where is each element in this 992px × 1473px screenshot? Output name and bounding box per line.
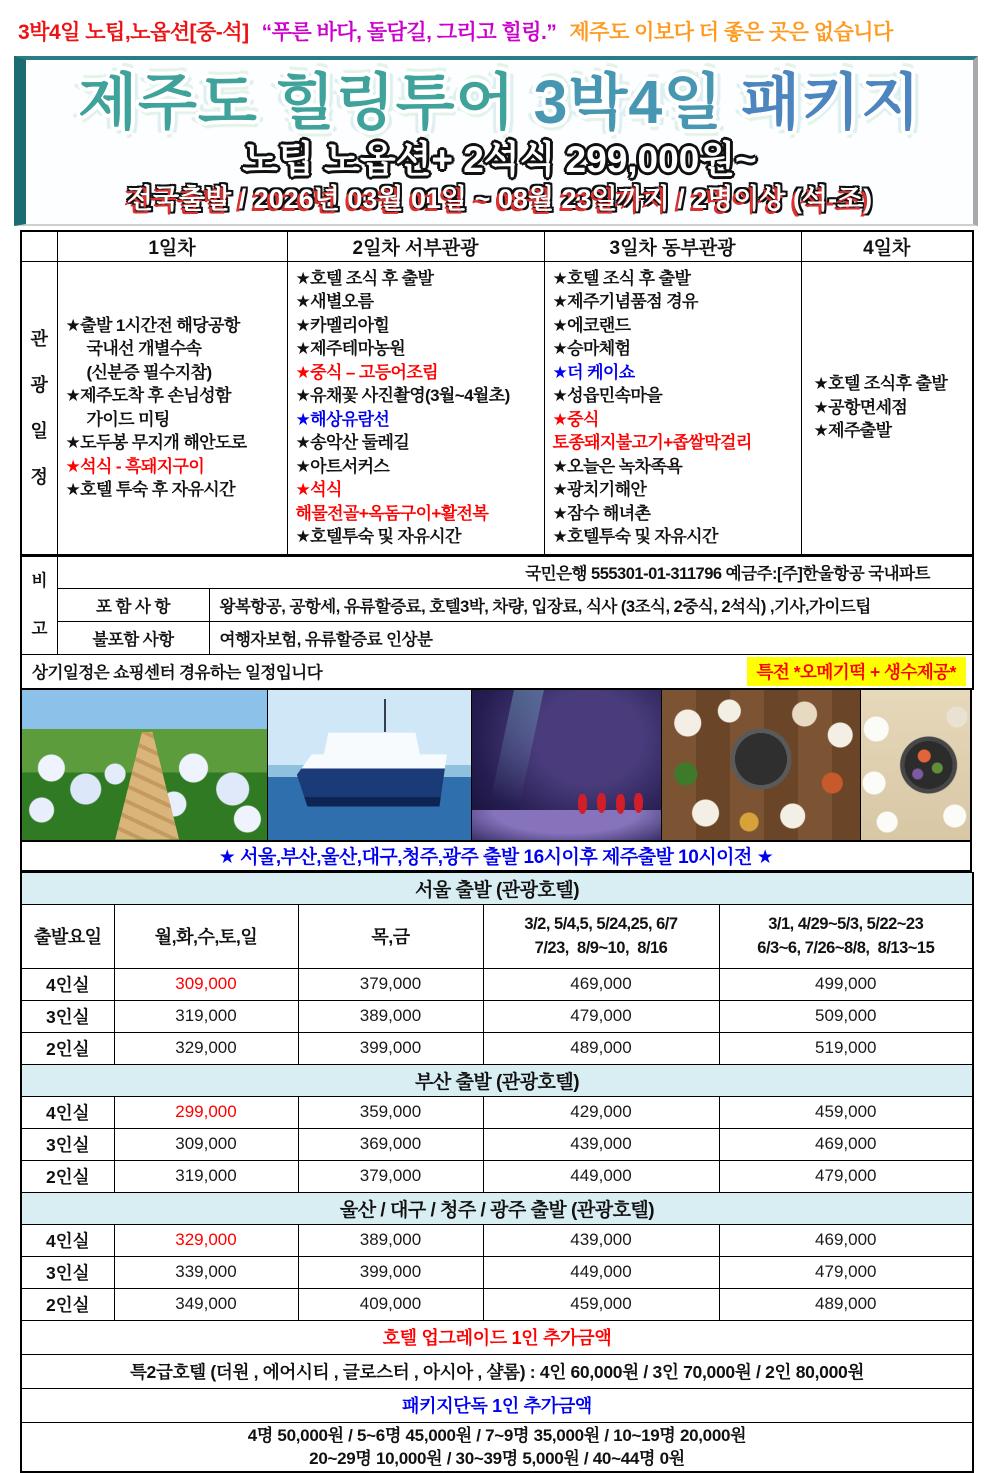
day4-header: 4일차 bbox=[801, 231, 973, 261]
price-cell: 479,000 bbox=[719, 1160, 973, 1192]
price-row bbox=[21, 1000, 973, 1032]
price-cell: 469,000 bbox=[719, 1224, 973, 1256]
column-header: 출발요일 bbox=[21, 904, 114, 968]
page-title-part1: 제주도 힐링투어 bbox=[78, 68, 515, 136]
include-text: 왕복항공, 공항세, 유류할증료, 호텔3박, 차량, 입장료, 식사 (3조식, 2중식, 2석식) ,기사,가이드팁 bbox=[209, 589, 973, 622]
itinerary-item: ★호텔 조식 후 출발 bbox=[553, 267, 797, 291]
itinerary-item: ★유채꽃 사진촬영(3월~4월초) bbox=[296, 384, 540, 408]
page-title-part2: 3박4일 bbox=[516, 68, 724, 136]
itinerary-item: ★호텔 조식 후 출발 bbox=[296, 267, 540, 291]
itinerary-item: ★잠수 해녀촌 bbox=[553, 502, 797, 526]
section-header: 서울 출발 (관광호텔) bbox=[21, 872, 973, 904]
include-label: 포 함 사 항 bbox=[57, 589, 209, 622]
bbq-table-photo bbox=[662, 690, 861, 840]
room-label: 3인실 bbox=[21, 1256, 114, 1288]
dancer-graphic bbox=[616, 794, 625, 814]
day1-cell bbox=[57, 261, 287, 555]
top-right-text: 제주도 이보다 더 좋은 곳은 없습니다 bbox=[569, 16, 892, 46]
price-cell: 519,000 bbox=[719, 1032, 973, 1064]
itinerary-header-row bbox=[21, 231, 973, 261]
itinerary-item: ★더 케이쇼 bbox=[553, 361, 797, 385]
hotel-upgrade-title: 호텔 업그레이드 1인 추가금액 bbox=[21, 1320, 973, 1354]
price-table bbox=[20, 872, 974, 1473]
itinerary-item: 토종돼지불고기+좁쌀막걸리 bbox=[553, 431, 797, 455]
remarks-row-label: 비 고 bbox=[21, 556, 57, 654]
price-cell: 439,000 bbox=[483, 1128, 719, 1160]
itinerary-item: ★호텔 투숙 후 자유시간 bbox=[66, 478, 283, 502]
price-cell: 319,000 bbox=[114, 1000, 298, 1032]
day2-header: 2일차 서부관광 bbox=[287, 231, 544, 261]
itinerary-item: ★카멜리아힐 bbox=[296, 314, 540, 338]
include-row bbox=[21, 589, 973, 622]
itinerary-item: ★호텔투숙 및 자유시간 bbox=[296, 525, 540, 549]
itinerary-body-row bbox=[21, 261, 973, 555]
column-header: 월,화,수,토,일 bbox=[114, 904, 298, 968]
bank-row bbox=[21, 556, 973, 589]
price-cell: 379,000 bbox=[298, 1160, 483, 1192]
price-cell: 389,000 bbox=[298, 1224, 483, 1256]
price-cell: 369,000 bbox=[298, 1128, 483, 1160]
itinerary-item: ★호텔 조식후 출발 bbox=[814, 372, 969, 396]
top-left-text: 3박4일 노팁,노옵션[중-석] bbox=[18, 16, 249, 46]
price-cell: 489,000 bbox=[483, 1032, 719, 1064]
price-row bbox=[21, 1256, 973, 1288]
itinerary-item: ★중식 bbox=[553, 408, 797, 432]
column-header: 목,금 bbox=[298, 904, 483, 968]
top-quote-text: “푸른 바다, 돌담길, 그리고 힐링.” bbox=[262, 16, 557, 46]
price-row bbox=[21, 1160, 973, 1192]
price-cell: 399,000 bbox=[298, 1256, 483, 1288]
itinerary-item: ★아트서커스 bbox=[296, 455, 540, 479]
page-title-part3: 패키지 bbox=[723, 68, 921, 136]
price-cell: 309,000 bbox=[114, 968, 298, 1000]
itinerary-item: ★광치기해안 bbox=[553, 478, 797, 502]
itinerary-item: 국내선 개별수속 bbox=[66, 337, 283, 361]
itinerary-item: ★출발 1시간전 해당공항 bbox=[66, 314, 283, 338]
page-title bbox=[26, 66, 973, 138]
day1-header: 1일차 bbox=[57, 231, 287, 261]
itinerary-item: ★석식 - 흑돼지구이 bbox=[66, 455, 283, 479]
bank-account-text: 국민은행 555301-01-311796 예금주:[주]한울항공 국내파트 bbox=[57, 556, 973, 589]
special-gift-badge: 특전 *오메기떡 + 생수제공* bbox=[747, 657, 966, 686]
hotel-upgrade-detail: 특2급호텔 (더원 , 에어시티 , 글로스터 , 아시아 , 샬롬) : 4인 60,000원 / 3인 70,000원 / 2인 80,000원 bbox=[21, 1354, 973, 1388]
day2-cell bbox=[287, 261, 544, 555]
price-cell: 469,000 bbox=[483, 968, 719, 1000]
exclude-label: 불포함 사항 bbox=[57, 621, 209, 654]
price-row bbox=[21, 968, 973, 1000]
price-cell: 329,000 bbox=[114, 1224, 298, 1256]
photo-strip bbox=[20, 690, 972, 842]
column-header: 3/2, 5/4,5, 5/24,25, 6/7 7/23, 8/9~10, 8/16 bbox=[483, 904, 719, 968]
itinerary-item: ★새별오름 bbox=[296, 290, 540, 314]
itinerary-item: ★에코랜드 bbox=[553, 314, 797, 338]
stage-light-graphic bbox=[490, 690, 544, 803]
room-label: 3인실 bbox=[21, 1000, 114, 1032]
price-cell: 479,000 bbox=[719, 1256, 973, 1288]
price-cell: 399,000 bbox=[298, 1032, 483, 1064]
room-label: 2인실 bbox=[21, 1288, 114, 1320]
price-row bbox=[21, 1288, 973, 1320]
package-solo-detail: 4명 50,000원 / 5~6명 45,000원 / 7~9명 35,000원 / 10~19명 20,000원 20~29명 10,000원 / 30~39명 5,000원 / 40~44명 0원 bbox=[21, 1422, 973, 1472]
top-catch-line bbox=[0, 0, 992, 56]
itinerary-item: 해물전골+옥돔구이+활전복 bbox=[296, 502, 540, 526]
hydrangea-path-photo bbox=[22, 690, 268, 840]
itinerary-item: ★제주출발 bbox=[814, 419, 969, 443]
itinerary-item: ★승마체험 bbox=[553, 337, 797, 361]
price-cell: 449,000 bbox=[483, 1256, 719, 1288]
dancer-graphic bbox=[578, 794, 587, 814]
itinerary-item: ★공항면세점 bbox=[814, 396, 969, 420]
room-label: 3인실 bbox=[21, 1128, 114, 1160]
column-header: 3/1, 4/29~5/3, 5/22~23 6/3~6, 7/26~8/8, 8/13~15 bbox=[719, 904, 973, 968]
day3-header: 3일차 동부관광 bbox=[544, 231, 801, 261]
itinerary-item: ★제주기념품점 경유 bbox=[553, 290, 797, 314]
price-cell: 379,000 bbox=[298, 968, 483, 1000]
price-cell: 359,000 bbox=[298, 1096, 483, 1128]
price-cell: 449,000 bbox=[483, 1160, 719, 1192]
itinerary-row-label: 관 광 일 정 bbox=[21, 261, 57, 555]
itinerary-item: ★해상유람선 bbox=[296, 408, 540, 432]
price-cell: 499,000 bbox=[719, 968, 973, 1000]
itinerary-item: ★도두봉 무지개 해안도로 bbox=[66, 431, 283, 455]
price-cell: 409,000 bbox=[298, 1288, 483, 1320]
ship-mast-graphic bbox=[384, 699, 386, 732]
section-header: 울산 / 대구 / 청주 / 광주 출발 (관광호텔) bbox=[21, 1192, 973, 1224]
price-cell: 479,000 bbox=[483, 1000, 719, 1032]
price-cell: 319,000 bbox=[114, 1160, 298, 1192]
price-cell: 489,000 bbox=[719, 1288, 973, 1320]
exclude-row bbox=[21, 621, 973, 654]
ship-graphic bbox=[297, 723, 447, 807]
ferry-ship-photo bbox=[268, 690, 472, 840]
remarks-table bbox=[20, 556, 974, 690]
itinerary-corner-cell bbox=[21, 231, 57, 261]
note-row bbox=[21, 654, 973, 689]
seafood-table-photo bbox=[861, 690, 970, 840]
price-cell: 429,000 bbox=[483, 1096, 719, 1128]
room-label: 4인실 bbox=[21, 1096, 114, 1128]
itinerary-item: ★오늘은 녹차족욕 bbox=[553, 455, 797, 479]
room-label: 4인실 bbox=[21, 1224, 114, 1256]
price-row bbox=[21, 1032, 973, 1064]
room-label: 2인실 bbox=[21, 1160, 114, 1192]
price-cell: 439,000 bbox=[483, 1224, 719, 1256]
itinerary-item: ★제주도착 후 손님성함 bbox=[66, 384, 283, 408]
price-cell: 339,000 bbox=[114, 1256, 298, 1288]
dancer-graphic bbox=[597, 793, 606, 813]
room-label: 4인실 bbox=[21, 968, 114, 1000]
price-cell: 459,000 bbox=[483, 1288, 719, 1320]
stage-floor-graphic bbox=[472, 810, 661, 840]
price-cell: 349,000 bbox=[114, 1288, 298, 1320]
itinerary-item: ★중식 – 고등어조림 bbox=[296, 361, 540, 385]
price-row bbox=[21, 1096, 973, 1128]
price-row bbox=[21, 1224, 973, 1256]
itinerary-item: ★호텔투숙 및 자유시간 bbox=[553, 525, 797, 549]
hero-subtitle: 노팁 노옵션+ 2석식 299,000원~ bbox=[26, 138, 973, 182]
price-cell: 509,000 bbox=[719, 1000, 973, 1032]
section-header: 부산 출발 (관광호텔) bbox=[21, 1064, 973, 1096]
room-label: 2인실 bbox=[21, 1032, 114, 1064]
price-cell: 299,000 bbox=[114, 1096, 298, 1128]
stage-show-photo bbox=[472, 690, 662, 840]
itinerary-item: ★성읍민속마을 bbox=[553, 384, 797, 408]
day4-cell bbox=[801, 261, 973, 555]
itinerary-item: ★송악산 둘레길 bbox=[296, 431, 540, 455]
price-cell: 389,000 bbox=[298, 1000, 483, 1032]
itinerary-table bbox=[20, 230, 974, 556]
itinerary-item: (신분증 필수지참) bbox=[66, 361, 283, 385]
hero-schedule: 전국출발 / 2026년 03월 01일 ~ 08월 23일까지 / 2명이상 (석-조) bbox=[26, 182, 973, 216]
stone-path-graphic bbox=[115, 732, 179, 840]
itinerary-item: ★제주테마농원 bbox=[296, 337, 540, 361]
price-cell: 329,000 bbox=[114, 1032, 298, 1064]
price-cell: 309,000 bbox=[114, 1128, 298, 1160]
day3-cell bbox=[544, 261, 801, 555]
package-solo-title: 패키지단독 1인 추가금액 bbox=[21, 1388, 973, 1422]
hero-banner bbox=[14, 56, 978, 226]
exclude-text: 여행자보험, 유류할증료 인상분 bbox=[209, 621, 973, 654]
price-cell: 469,000 bbox=[719, 1128, 973, 1160]
departure-time-note: ★ 서울,부산,울산,대구,청주,광주 출발 16시이후 제주출발 10시이전 ★ bbox=[20, 842, 972, 872]
itinerary-item: ★석식 bbox=[296, 478, 540, 502]
shopping-note-text: 상기일정은 쇼핑센터 경유하는 일정입니다 bbox=[32, 659, 322, 683]
price-row bbox=[21, 1128, 973, 1160]
itinerary-item: 가이드 미팅 bbox=[66, 408, 283, 432]
price-cell: 459,000 bbox=[719, 1096, 973, 1128]
